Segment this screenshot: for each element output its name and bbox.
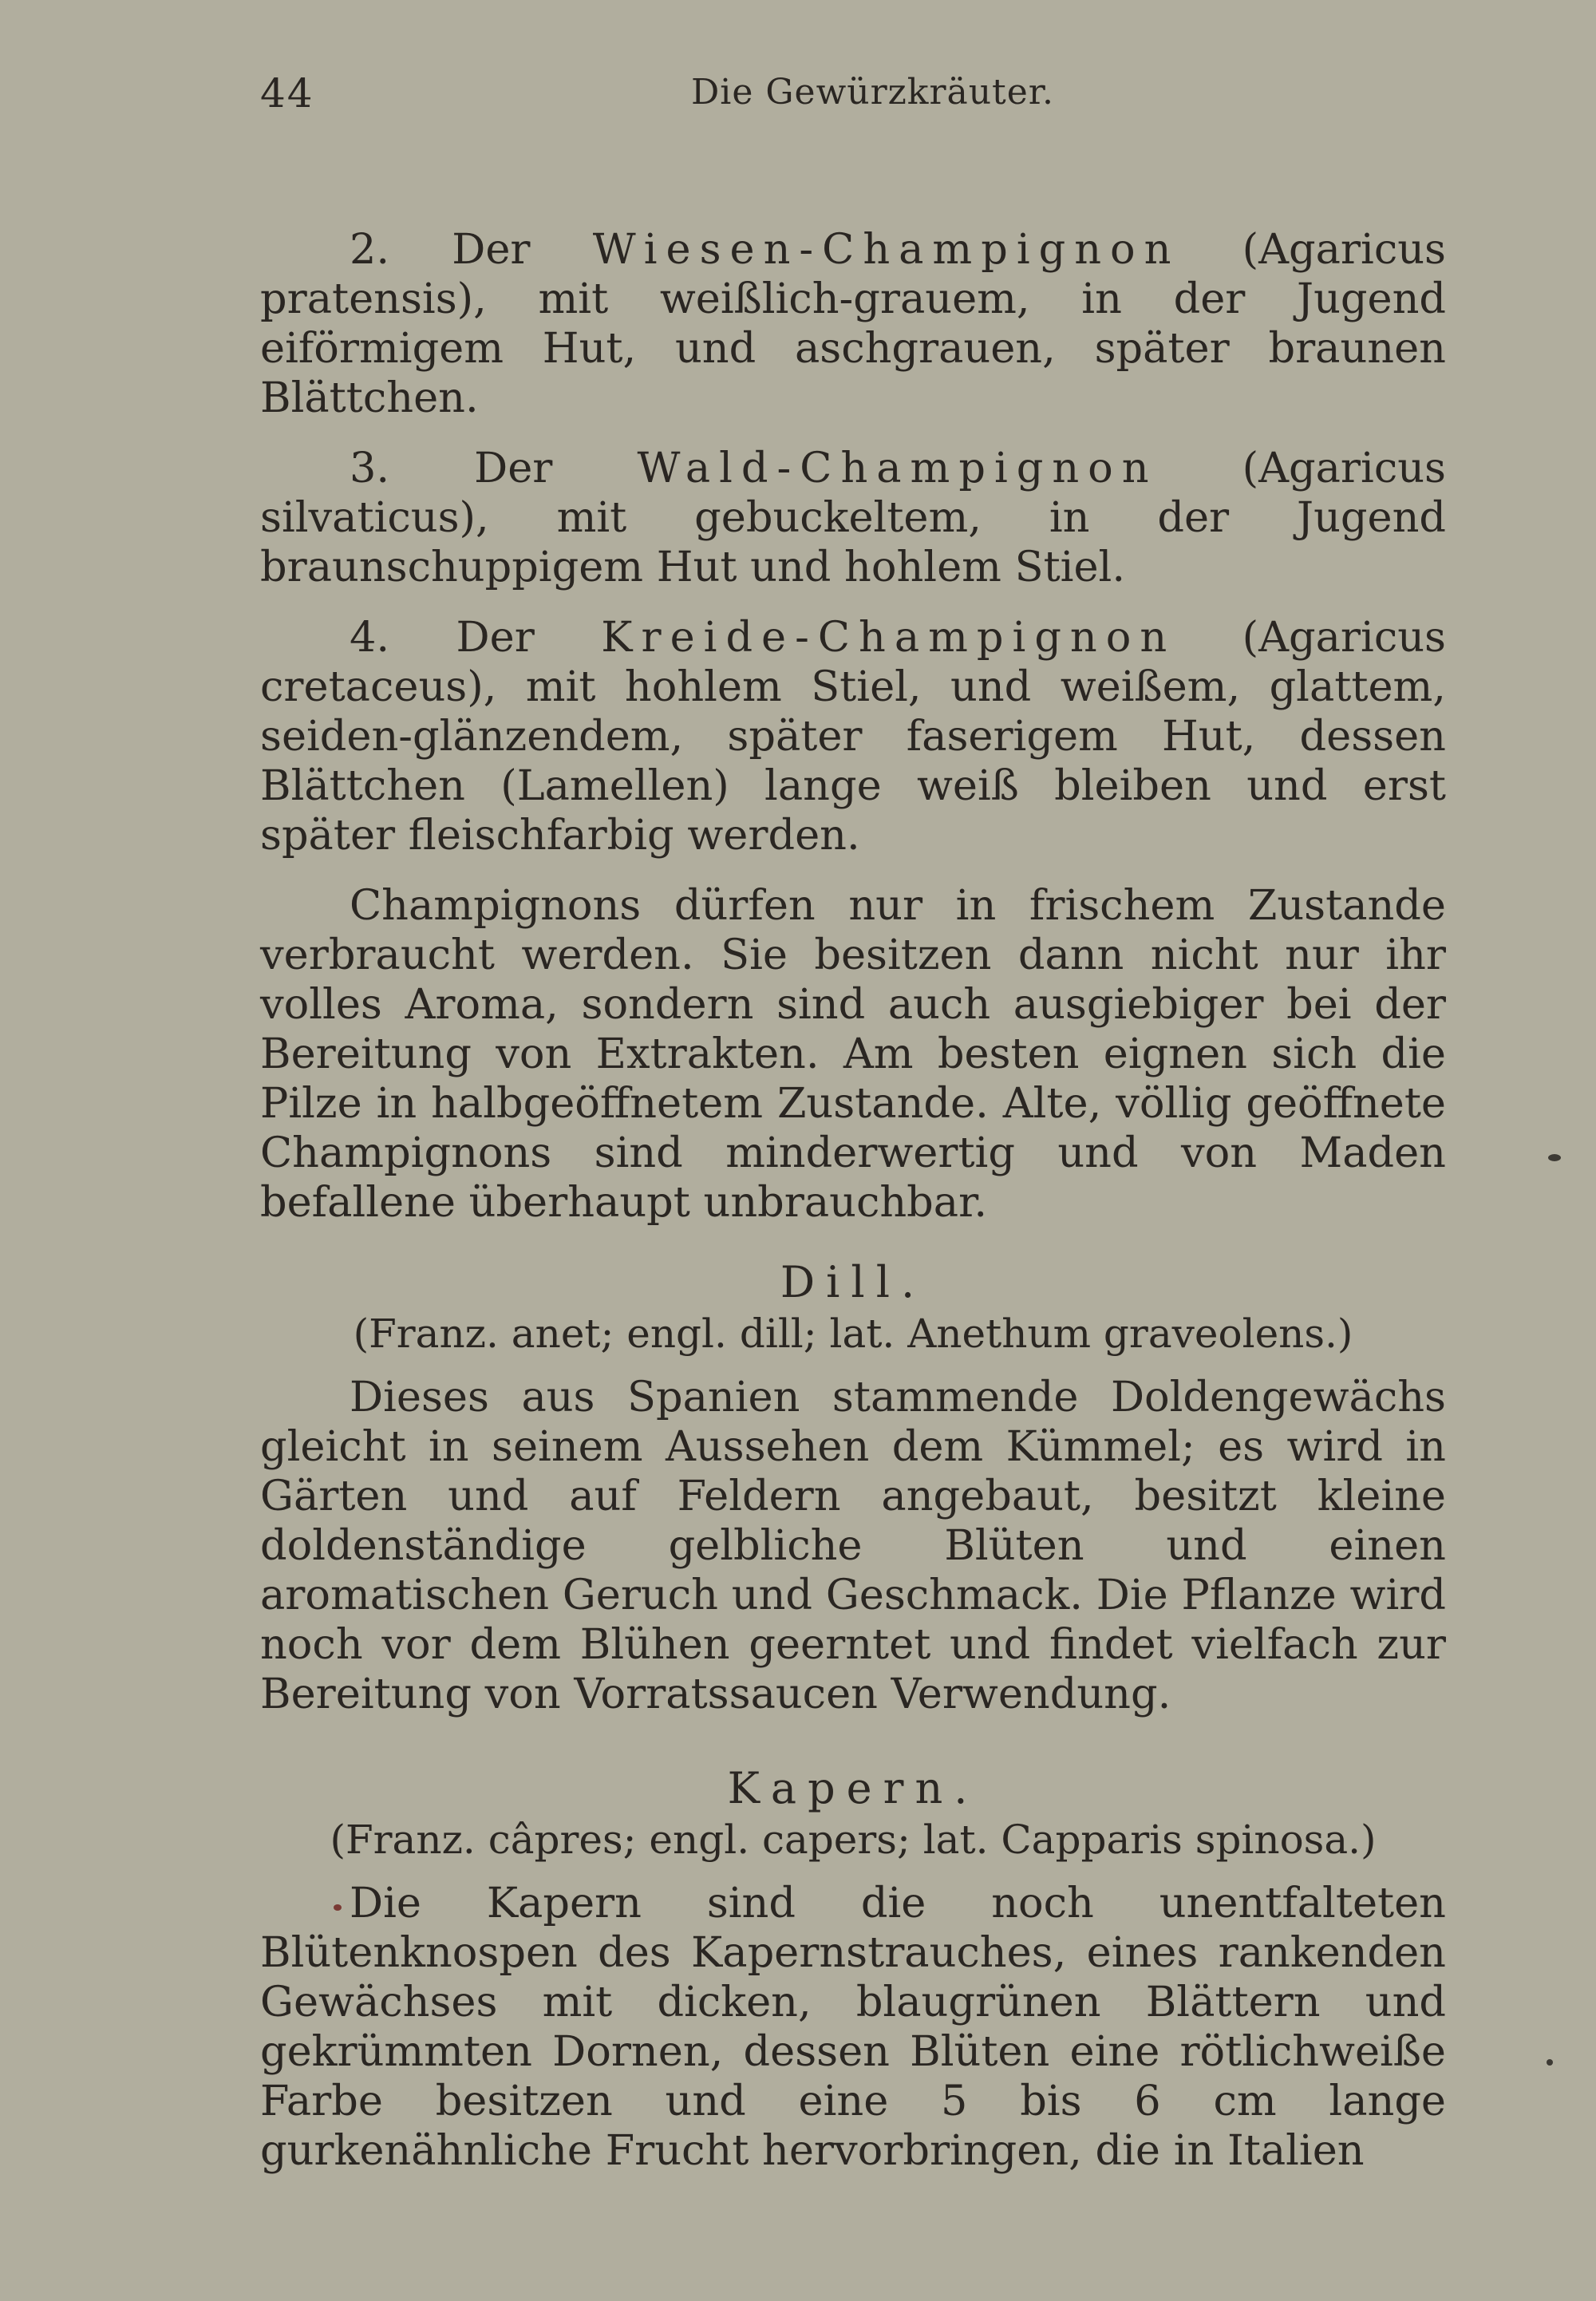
list-number: 4. Der — [350, 613, 535, 662]
dill-names: (Franz. anet; engl. dill; lat. Anethum graveolens.) — [353, 1311, 1353, 1357]
description: (Agaricus pratensis), mit weißlich-grauem, in der Jugend eiförmigem Hut, und aschgrauen, später braunen Blättchen. — [260, 225, 1446, 422]
paragraph-champignons-usage: Champignons dürfen nur in frischem Zustande verbraucht werden. Sie besitzen dann nicht nur ihr volles Aroma, sondern sind auch ausgiebiger bei der Bereitung von Extrakten. Am besten eignen sich die Pilze in halbgeöffnetem Zustande. Alte, völlig geöffnete Champignons sind minderwertig und von Maden befallene überhaupt unbrauchbar. — [260, 881, 1446, 1227]
paragraph-kapern: Die Kapern sind die noch unentfalteten Blütenknospen des Kapernstrauches, eines rankenden Gewächses mit dicken, blaugrünen Blättern und gekrümmten Dornen, dessen Blüten eine rötlichweiße Farbe besitzen und eine 5 bis 6 cm lange gurkenähnliche Frucht hervorbringen, die in Italien — [260, 1879, 1446, 2175]
running-title: Die Gewürzkräuter. — [691, 72, 1054, 113]
paragraph-wiesen-champignon — [260, 225, 1446, 423]
page-header — [260, 62, 1446, 126]
list-number: 2. Der — [350, 225, 531, 274]
paragraph-dill: Dieses aus Spanien stammende Doldengewächs gleicht in seinem Aussehen dem Kümmel; es wird in Gärten und auf Feldern angebaut, besitzt kleine doldenständige gelbliche Blüten und einen aromatischen Geruch und Geschmack. Die Pflanze wird noch vor dem Blühen geerntet und findet vielfach zur Bereitung von Vorratssaucen Verwendung. — [260, 1373, 1446, 1718]
term-spaced: Kreide-Champignon — [601, 613, 1176, 662]
section-heading-dill: Dill. — [780, 1257, 926, 1307]
paper-speck — [1548, 1154, 1561, 1161]
term-spaced: Wald-Champignon — [637, 444, 1158, 492]
list-number: 3. Der — [350, 444, 553, 492]
paragraph-wald-champignon — [260, 444, 1446, 592]
description: (Agaricus cretaceus), mit hohlem Stiel, und weißem, glattem, seiden-glänzendem, später faserigem Hut, dessen Blättchen (Lamellen) lange weiß bleiben und erst später fleischfarbig werden. — [260, 613, 1446, 860]
kapern-names: (Franz. câpres; engl. capers; lat. Capparis spinosa.) — [330, 1817, 1377, 1863]
section-heading-kapern: Kapern. — [727, 1763, 979, 1813]
paper-speck — [1547, 2059, 1553, 2066]
description: (Agaricus silvaticus), mit gebuckeltem, in der Jugend braunschuppigem Hut und hohlem Stiel. — [260, 444, 1446, 591]
paragraph-kreide-champignon — [260, 613, 1446, 860]
page-number: 44 — [260, 70, 314, 117]
page-body — [260, 225, 1446, 2176]
paper-speck — [334, 1904, 342, 1911]
term-spaced: Wiesen-Champignon — [592, 225, 1180, 274]
